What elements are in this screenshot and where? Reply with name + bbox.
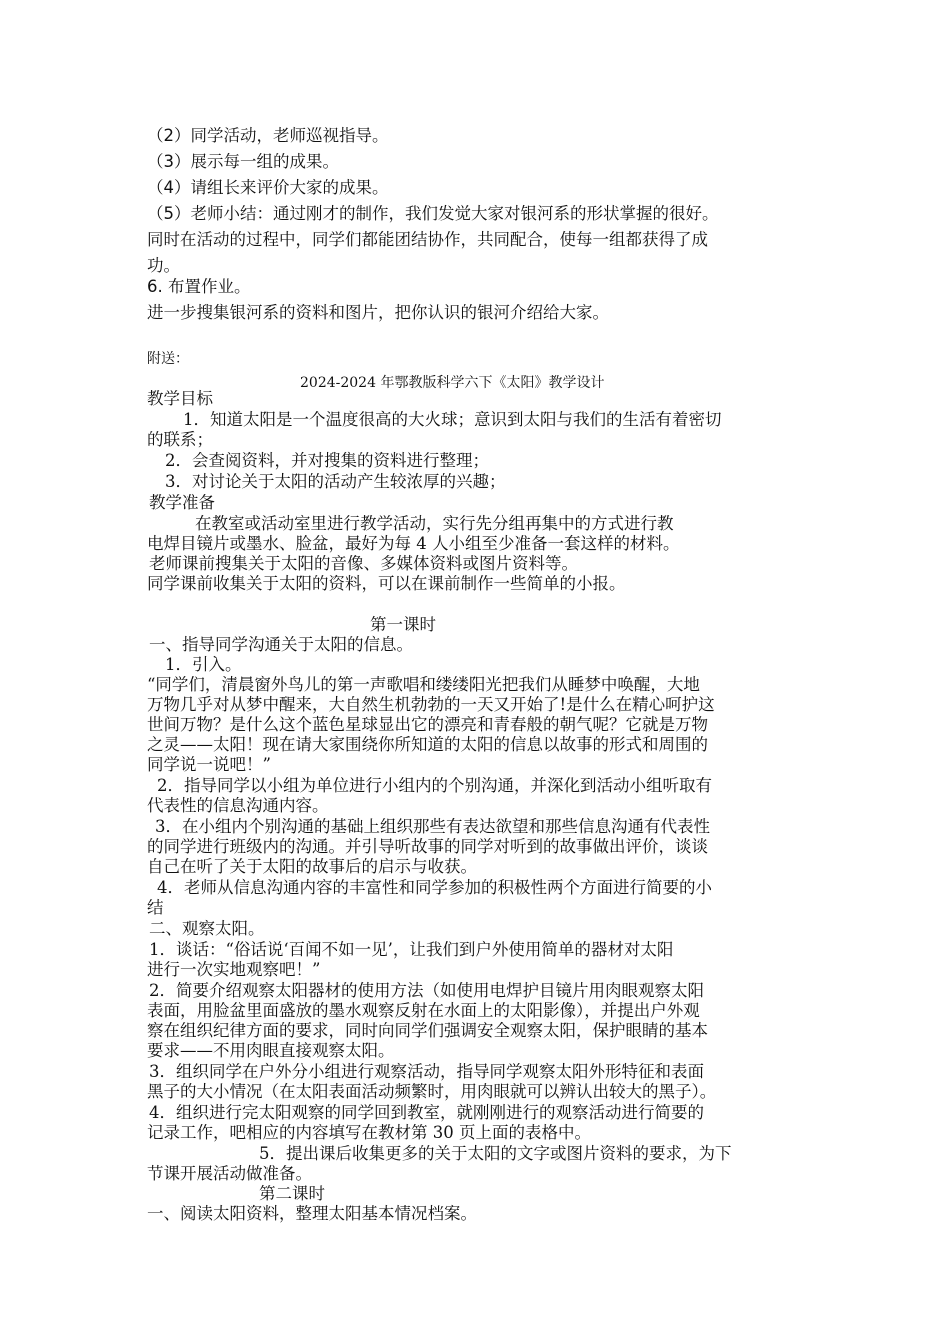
text-line: 要求——不用肉眼直接观察太阳。 [147, 1041, 395, 1060]
text-line: （2）同学活动，老师巡视指导。 [147, 126, 389, 145]
section-heading: 二、观察太阳。 [149, 919, 265, 938]
text-line: 1．引入。 [165, 655, 242, 674]
text-line: 1．谈话：“俗话说‘百闻不如一见’，让我们到户外使用简单的器材对太阳 [149, 940, 674, 959]
text-line: 记录工作，吧相应的内容填写在教材第 30 页上面的表格中。 [147, 1123, 591, 1142]
text-line: 的联系； [147, 430, 213, 449]
text-line: 同学课前收集关于太阳的资料，可以在课前制作一些简单的小报。 [147, 574, 626, 593]
text-line: 老师课前搜集关于太阳的音像、多媒体资料或图片资料等。 [149, 554, 578, 573]
text-line: 3．组织同学在户外分小组进行观察活动，指导同学观察太阳外形特征和表面 [149, 1062, 704, 1081]
text-line: 结 [147, 898, 164, 917]
text-line: 1．知道太阳是一个温度很高的大火球；意识到太阳与我们的生活有着密切 [183, 410, 722, 429]
text-line: 自己在听了关于太阳的故事后的启示与收获。 [147, 857, 477, 876]
text-line: 4．老师从信息沟通内容的丰富性和同学参加的积极性两个方面进行简要的小 [157, 878, 712, 897]
text-line: 的同学进行班级内的沟通。并引导听故事的同学对听到的故事做出评价，谈谈 [147, 837, 708, 856]
text-line: 黑子的大小情况（在太阳表面活动频繁时，用肉眼就可以辨认出较大的黑子）。 [147, 1082, 717, 1101]
text-line: 2．简要介绍观察太阳器材的使用方法（如使用电焊护目镜片用肉眼观察太阳 [149, 981, 704, 1000]
document-title: 2024-2024 年鄂教版科学六下《太阳》教学设计 [300, 375, 605, 391]
text-line: 3．在小组内个别沟通的基础上组织那些有表达欲望和那些信息沟通有代表性 [155, 817, 710, 836]
text-line: 5．提出课后收集更多的关于太阳的文字或图片资料的要求，为下 [259, 1144, 732, 1163]
text-line: 代表性的信息沟通内容。 [147, 796, 329, 815]
text-line: 电焊目镜片或墨水、脸盆，最好为每 4 人小组至少准备一套这样的材料。 [147, 534, 680, 553]
section-heading: 一、指导同学沟通关于太阳的信息。 [149, 635, 413, 654]
text-line: 同时在活动的过程中，同学们都能团结协作，共同配合，使每一组都获得了成 [147, 230, 708, 249]
lesson-heading: 第一课时 [370, 615, 436, 634]
text-line: 2．会查阅资料，并对搜集的资料进行整理； [165, 451, 489, 470]
appendix-label: 附送： [147, 351, 189, 367]
text-line: 察在组织纪律方面的要求，同时向同学们强调安全观察太阳，保护眼睛的基本 [147, 1021, 708, 1040]
text-line: 进一步搜集银河系的资料和图片，把你认识的银河介绍给大家。 [147, 303, 609, 322]
text-line: “同学们，清晨窗外鸟儿的第一声歌唱和缕缕阳光把我们从睡梦中唤醒，大地 [147, 675, 700, 694]
text-line: 功。 [147, 256, 180, 275]
text-line: 节课开展活动做准备。 [147, 1164, 312, 1183]
section-heading: 6. 布置作业。 [147, 277, 251, 296]
text-line: 3．对讨论关于太阳的活动产生较浓厚的兴趣； [165, 472, 506, 491]
text-line: 同学说一说吧！” [147, 755, 271, 774]
text-line: 在教室或活动室里进行教学活动，实行先分组再集中的方式进行教 [195, 514, 674, 533]
text-line: （5）老师小结：通过刚才的制作，我们发觉大家对银河系的形状掌握的很好。 [147, 204, 719, 223]
section-heading: 教学目标 [147, 389, 213, 408]
text-line: 表面，用脸盆里面盛放的墨水观察反射在水面上的太阳影像），并提出户外观 [147, 1001, 700, 1020]
section-heading: 教学准备 [149, 493, 215, 512]
lesson-heading: 第二课时 [259, 1184, 325, 1203]
section-heading: 一、阅读太阳资料，整理太阳基本情况档案。 [147, 1204, 477, 1223]
text-line: 世间万物？是什么这个蓝色星球显出它的漂亮和青春般的朝气呢？它就是万物 [147, 715, 708, 734]
text-line: 2．指导同学以小组为单位进行小组内的个别沟通，并深化到活动小组听取有 [157, 776, 712, 795]
text-line: 之灵——太阳！现在请大家围绕你所知道的太阳的信息以故事的形式和周围的 [147, 735, 708, 754]
text-line: 4．组织进行完太阳观察的同学回到教室，就刚刚进行的观察活动进行简要的 [149, 1103, 704, 1122]
text-line: （4）请组长来评价大家的成果。 [147, 178, 389, 197]
text-line: （3）展示每一组的成果。 [147, 152, 339, 171]
text-line: 万物几乎对从梦中醒来，大自然生机勃勃的一天又开始了!是什么在精心呵护这 [147, 695, 715, 714]
text-line: 进行一次实地观察吧！” [147, 960, 321, 979]
